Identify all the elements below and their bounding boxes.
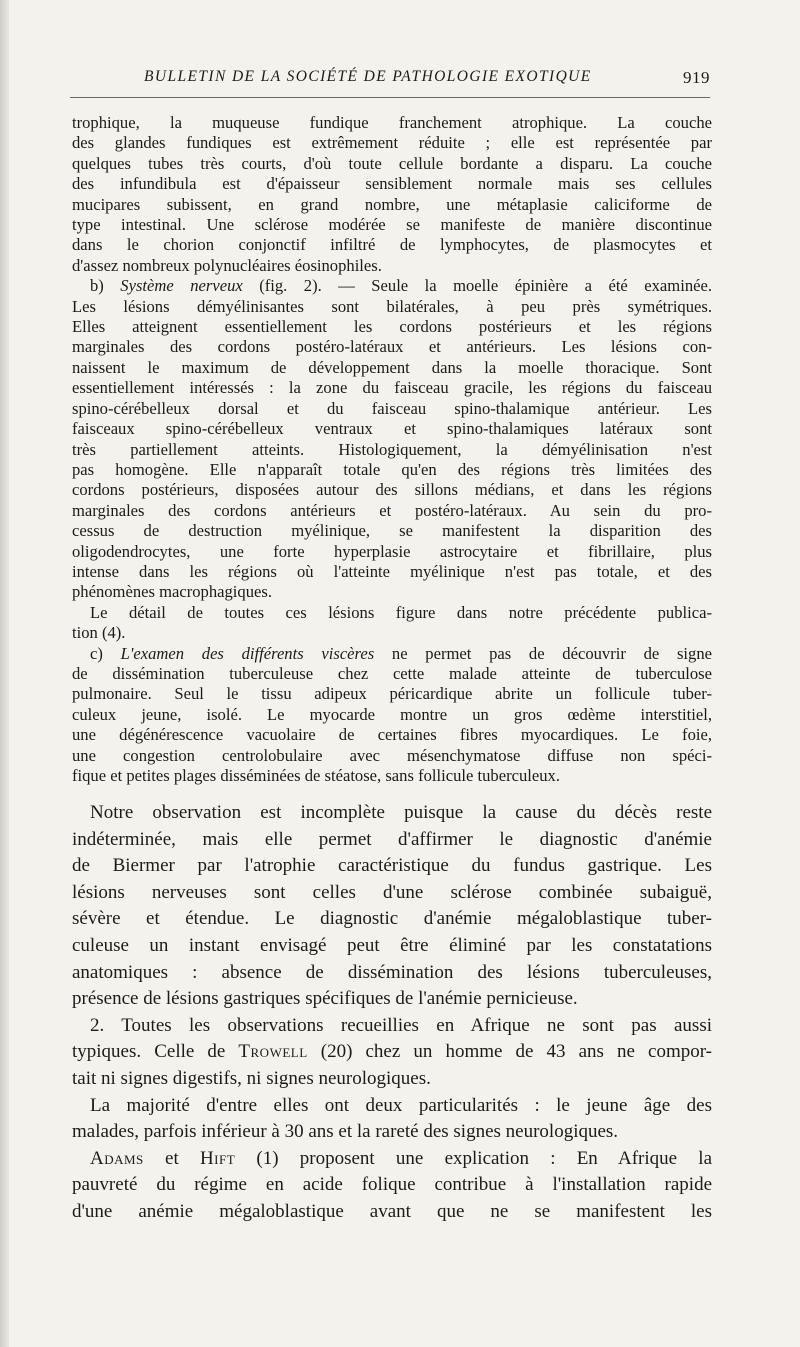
text-line: trophique, la muqueuse fundique franchement atrophique. La couche [72, 113, 712, 132]
text-line [72, 1039, 712, 1066]
small-print-section [72, 113, 712, 786]
text-line: naissent le maximum de développement dans la moelle thoracique. Sont [72, 357, 712, 377]
text-line: une congestion centrolobulaire avec mésenchymatose diffuse non spéci- [72, 745, 712, 765]
text-run: (1) proposent une explication : En Afrique la [235, 1147, 712, 1169]
page-number: 919 [683, 68, 710, 87]
text-line: cordons postérieurs, disposées autour des sillons médians, et dans les régions [72, 480, 712, 500]
author-name: Hift [199, 1147, 236, 1169]
header-rule [70, 97, 710, 98]
text-line: Le détail de toutes ces lésions figure dans notre précédente publica- [90, 602, 712, 622]
page-header [70, 66, 710, 94]
italic-heading: L'examen des différents viscères [120, 643, 375, 663]
text-line: type intestinal. Une sclérose modérée se manifeste de manière discontinue [72, 215, 712, 235]
text-run: b) [90, 276, 121, 296]
text-line [72, 1146, 712, 1173]
text-line: quelques tubes très courts, d'où toute cellule bordante a disparu. La couche [72, 153, 712, 173]
text-line: essentiellement intéressés : la zone du faisceau gracile, les régions du faisceau [72, 378, 712, 398]
text-line: lésions nerveuses sont celles d'une sclérose combinée subaiguë, [72, 881, 712, 903]
text-run: et [143, 1147, 200, 1169]
text-run: c) [90, 643, 121, 663]
text-run: (fig. 2). — Seule la moelle épinière a été examinée. [242, 276, 712, 296]
page-edge [0, 0, 9, 1347]
text-line: une dégénérescence vacuolaire de certaines fibres myocardiques. Le foie, [72, 725, 712, 745]
text-line: de Biermer par l'atrophie caractéristique du fundus gastrique. Les [72, 855, 712, 877]
text-line: faisceaux spino-cérébelleux ventraux et spino-thalamiques latéraux sont [72, 419, 712, 439]
text-line: Notre observation est incomplète puisque la cause du décès reste [90, 802, 712, 823]
text-line: de dissémination tuberculeuse chez cette malade atteinte de tuberculose [72, 663, 712, 683]
text-line: spino-cérébelleux dorsal et du faisceau spino-thalamique antérieur. Les [72, 398, 712, 418]
text-line: 2. Toutes les observations recueillies en Afrique ne sont pas aussi [90, 1014, 712, 1036]
text-line: mucipares subissent, en grand nombre, une métaplasie caliciforme de [72, 194, 712, 214]
body-text-section [72, 800, 712, 1226]
author-name: Trowell [238, 1041, 308, 1063]
text-line: oligodendrocytes, une forte hyperplasie astrocytaire et fibrillaire, plus [72, 541, 712, 561]
text-run: typiques. Celle de [72, 1041, 239, 1063]
running-head: BULLETIN DE LA SOCIÉTÉ DE PATHOLOGIE EXOTIQUE [144, 68, 592, 85]
text-line: tait ni signes digestifs, ni signes neurologiques. [72, 1067, 431, 1089]
text-line: La majorité d'entre elles ont deux particularités : le jeune âge des [90, 1094, 712, 1116]
text-line [72, 276, 712, 296]
text-line [72, 644, 712, 664]
text-line: fique et petites plages disséminées de stéatose, sans follicule tuberculeux. [72, 766, 560, 785]
text-line: anatomiques : absence de dissémination des lésions tuberculeuses, [72, 961, 712, 983]
text-line: très partiellement atteints. Histologiquement, la démyélinisation n'est [72, 439, 712, 459]
text-line: culeux jeune, isolé. Le myocarde montre un gros œdème interstitiel, [72, 704, 712, 724]
text-line: présence de lésions gastriques spécifiques de l'anémie pernicieuse. [72, 988, 578, 1010]
author-name: Adams [90, 1147, 144, 1169]
text-line: marginales des cordons postéro-latéraux et antérieurs. Les lésions con- [72, 337, 712, 357]
text-line: dans le chorion conjonctif infiltré de lymphocytes, de plasmocytes et [72, 235, 712, 255]
text-line: des infundibula est d'épaisseur sensiblement normale mais ses cellules [72, 174, 712, 194]
text-run: (20) chez un homme de 43 ans ne compor- [307, 1041, 712, 1063]
text-line: sévère et étendue. Le diagnostic d'anémie mégaloblastique tuber- [72, 908, 712, 930]
text-line: marginales des cordons antérieurs et postéro-latéraux. Au sein du pro- [72, 500, 712, 520]
text-line: des glandes fundiques est extrêmement réduite ; elle est représentée par [72, 133, 712, 153]
text-line: pas homogène. Elle n'apparaît totale qu'en des régions très limitées des [72, 459, 712, 479]
text-line: culeuse un instant envisagé peut être éliminé par les constatations [72, 934, 712, 956]
text-line: Les lésions démyélinisantes sont bilatérales, à peu près symétriques. [72, 296, 712, 316]
text-line: d'une anémie mégaloblastique avant que ne se manifestent les [72, 1200, 712, 1222]
text-line: d'assez nombreux polynucléaires éosinophiles. [72, 255, 382, 275]
text-line: pulmonaire. Seul le tissu adipeux péricardique abrite un follicule tuber- [72, 684, 712, 704]
text-line: phénomènes macrophagiques. [72, 582, 272, 602]
text-line: pauvreté du régime en acide folique contribue à l'installation rapide [72, 1174, 712, 1196]
italic-heading: Système nerveux [120, 276, 243, 296]
text-line: indéterminée, mais elle permet d'affirmer le diagnostic d'anémie [72, 828, 712, 850]
text-line: Elles atteignent essentiellement les cordons postérieurs et les régions [72, 317, 712, 337]
text-line: cessus de destruction myélinique, se manifestent la disparition des [72, 521, 712, 541]
text-run: ne permet pas de découvrir de signe [374, 643, 712, 663]
text-line: malades, parfois inférieur à 30 ans et la rareté des signes neurologiques. [72, 1121, 619, 1143]
text-line: intense dans les régions où l'atteinte myélinique n'est pas totale, et des [72, 561, 712, 581]
text-line: tion (4). [72, 623, 126, 643]
